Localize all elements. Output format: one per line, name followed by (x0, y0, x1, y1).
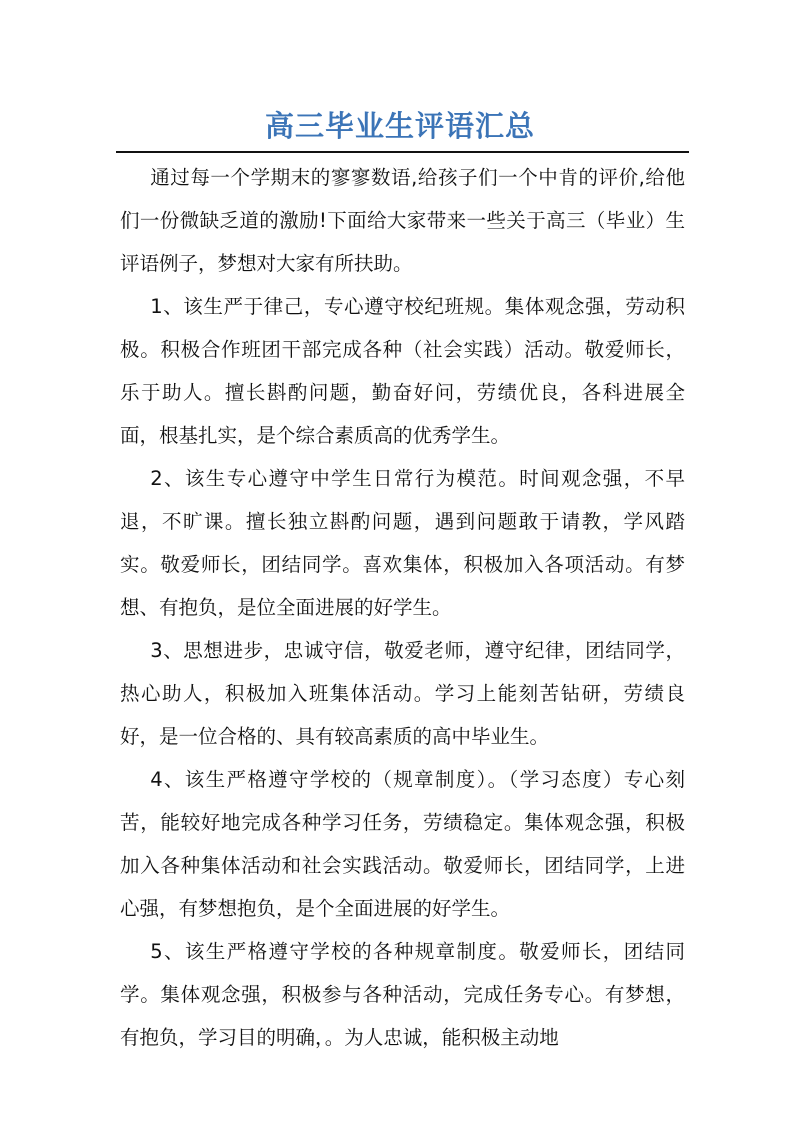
intro-paragraph: 通过每一个学期末的寥寥数语,给孩子们一个中肯的评价,给他们一份微缺乏道的激励!下面给大家带来一些关于高三（毕业）生评语例子，梦想对大家有所扶助。 (120, 166, 685, 275)
comment-paragraph-5: 5、该生严格遵守学校的各种规章制度。敬爱师长，团结同学。集体观念强，积极参与各种活动，完成任务专心。有梦想，有抱负，学习目的明确，。为人忠诚，能积极主动地 (120, 940, 685, 1049)
document-body (120, 156, 685, 1059)
comment-paragraph-2: 2、该生专心遵守中学生日常行为模范。时间观念强，不早退，不旷课。擅长独立斟酌问题，遇到问题敢于请教，学风踏实。敬爱师长，团结同学。喜欢集体，积极加入各项活动。有梦想、有抱负，是位全面进展的好学生。 (120, 467, 685, 619)
comment-paragraph-4: 4、该生严格遵守学校的（规章制度）。（学习态度）专心刻苦，能较好地完成各种学习任务，劳绩稳定。集体观念强，积极加入各种集体活动和社会实践活动。敬爱师长，团结同学，上进心强，有梦想抱负，是个全面进展的好学生。 (120, 768, 685, 920)
title-divider (116, 151, 689, 153)
comment-paragraph-3: 3、思想进步，忠诚守信，敬爱老师，遵守纪律，团结同学，热心助人，积极加入班集体活动。学习上能刻苦钻研，劳绩良好，是一位合格的、具有较高素质的高中毕业生。 (120, 639, 685, 748)
document-title: 高三毕业生评语汇总 (264, 109, 535, 143)
comment-paragraph-1: 1、该生严于律己，专心遵守校纪班规。集体观念强，劳动积极。积极合作班团干部完成各种（社会实践）活动。敬爱师长，乐于助人。擅长斟酌问题，勤奋好问，劳绩优良，各科进展全面，根基扎实，是个综合素质高的优秀学生。 (120, 295, 685, 447)
